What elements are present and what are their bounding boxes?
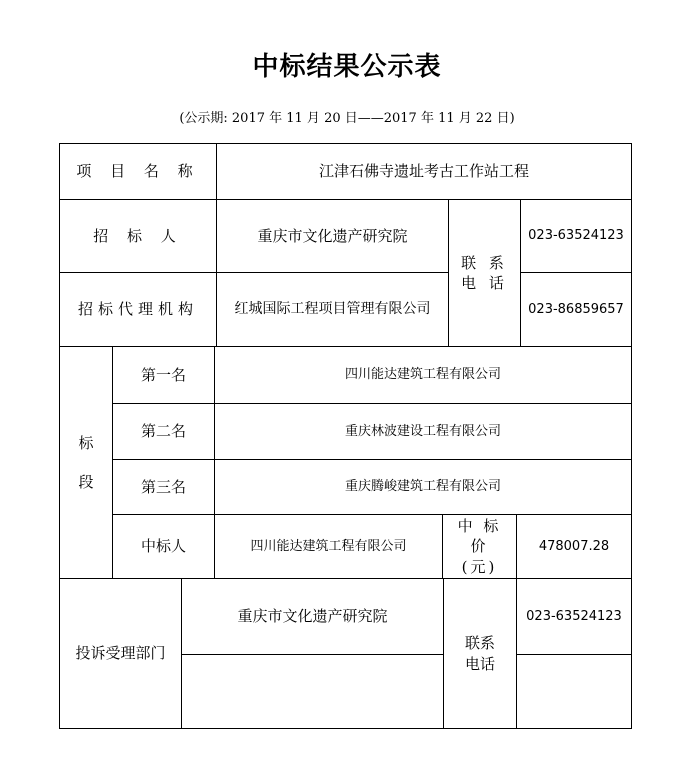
complaint-phone: 023-63524123 [526, 608, 622, 624]
winner-value: 四川能达建筑工程有限公司 [250, 538, 407, 554]
winner-label: 中标人 [140, 537, 186, 556]
agent-phone: 023-86859657 [528, 301, 624, 317]
agent-value: 红城国际工程项目管理有限公司 [234, 301, 431, 318]
project-name-value: 江津石佛寺遗址考古工作站工程 [318, 162, 529, 181]
rank-3-label: 第三名 [140, 477, 186, 496]
project-name-label: 项 目 名 称 [76, 162, 200, 181]
rank-2-label: 第二名 [140, 422, 186, 441]
complaint-dept-label: 投诉受理部门 [75, 644, 166, 663]
agent-label: 招标代理机构 [77, 300, 198, 319]
section-label [60, 347, 112, 578]
complaint-contact-label: 联系 电话 [464, 634, 495, 673]
table-border-bottom [59, 728, 632, 729]
rank-1-label: 第一名 [140, 365, 186, 384]
rank-2-value: 重庆林波建设工程有限公司 [344, 423, 501, 439]
section-label-line1: 标 [78, 434, 94, 453]
winning-price-value: 478007.28 [538, 538, 610, 554]
page-title: 中标结果公示表 [252, 52, 442, 82]
rank-1-value: 四川能达建筑工程有限公司 [344, 367, 501, 383]
publicity-period: (公示期: 2017 年 11 月 20 日——2017 年 11 月 22 日) [179, 111, 515, 126]
complaint-phone-empty [517, 655, 631, 728]
tenderer-label: 招 标 人 [93, 226, 183, 245]
rank-3-value: 重庆腾峻建筑工程有限公司 [344, 479, 501, 495]
complaint-dept-empty [182, 655, 443, 728]
section-label-line2: 段 [78, 472, 94, 491]
table-border-right [631, 143, 632, 729]
tenderer-phone: 023-63524123 [528, 228, 624, 244]
winning-price-label: 中 标 价 (元) [457, 517, 502, 576]
contact-phone-label: 联 系 电 话 [461, 253, 508, 292]
tenderer-value: 重庆市文化遗产研究院 [257, 226, 408, 245]
complaint-dept-value: 重庆市文化遗产研究院 [237, 607, 388, 626]
